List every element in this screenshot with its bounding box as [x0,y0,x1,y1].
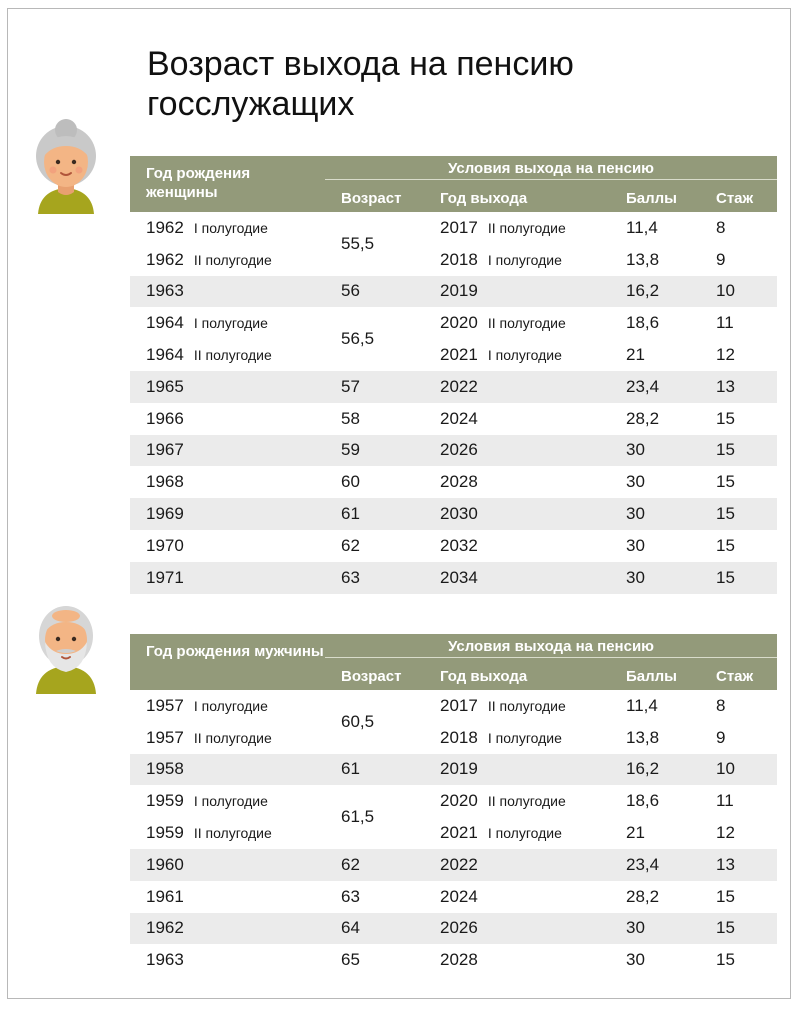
points-cell: 21 [626,823,645,843]
table-row [130,881,777,913]
birth-year-cell: 1959 II полугодие [146,823,272,843]
retire-year-cell: 2019 [424,276,610,308]
retire-year-cell-half: II полугодие [487,315,566,332]
grandmother-avatar-icon [30,116,102,214]
points-cell: 30 [610,562,700,594]
men-conditions-header: Условия выхода на пенсию [325,634,777,662]
retire-year-cell-half: I полугодие [487,825,562,842]
retire-year-cell: 2021 I полугодие [440,823,562,843]
points-cell: 30 [626,950,645,970]
women-birth-header: Год рождения женщины [130,156,325,212]
age-cell: 61 [325,498,424,530]
birth-year-cell-half: I полугодие [193,793,268,810]
age-cell: 61,5 [341,807,375,827]
age-cell: 64 [325,913,424,945]
birth-year-cell: 1962 II полугодие [146,249,272,269]
points-cell: 30 [626,535,645,555]
men-col-points: Баллы [610,662,700,690]
experience-cell: 15 [716,535,735,555]
birth-year-cell: 1958 [130,754,325,786]
age-cell: 63 [325,562,424,594]
birth-year-cell: 1969 [130,498,325,530]
birth-year-cell-half: II полугодие [193,729,272,746]
experience-cell: 10 [700,754,777,786]
experience-cell: 15 [700,913,777,945]
birth-year-cell: 1971 [130,562,325,594]
birth-year-cell: 1964 I полугодие [146,313,268,333]
retire-year-cell: 2017 II полугодие [440,217,566,237]
points-cell: 11,4 [626,217,658,237]
experience-cell: 10 [700,276,777,308]
experience-cell: 11 [716,313,734,333]
birth-year-cell-half: I полугодие [193,315,268,332]
retire-year-cell: 2034 [424,562,610,594]
birth-year-cell-half: II полугодие [193,347,272,364]
birth-year-cell-half: II полугодие [193,825,272,842]
retire-year-cell-half: II полугодие [487,219,566,236]
retire-year-cell: 2018 I полугодие [440,727,562,747]
points-cell: 18,6 [626,313,660,333]
experience-cell: 15 [700,435,777,467]
age-cell: 58 [341,408,360,428]
experience-cell: 15 [716,408,735,428]
table-row [130,498,777,530]
men-table-body [130,690,777,976]
experience-cell: 8 [716,217,726,237]
birth-year-cell: 1957 II полугодие [146,727,272,747]
age-cell: 61 [325,754,424,786]
birth-year-cell: 1970 [146,535,184,555]
retire-year-cell: 2024 [440,886,478,906]
birth-year-cell: 1962 I полугодие [146,217,268,237]
age-cell: 62 [325,849,424,881]
retire-year-cell: 2020 II полугодие [440,313,566,333]
women-col-exp: Стаж [700,184,777,212]
age-cell: 55,5 [341,233,375,253]
age-cell: 65 [341,950,360,970]
birth-year-cell: 1966 [146,408,184,428]
table-row [130,849,777,881]
points-cell: 21 [626,345,645,365]
points-cell: 28,2 [626,886,660,906]
age-cell: 56,5 [341,329,375,349]
points-cell: 13,8 [626,727,660,747]
women-col-age: Возраст [325,184,424,212]
points-cell: 16,2 [610,754,700,786]
birth-year-cell: 1967 [130,435,325,467]
table-row [130,339,777,371]
birth-year-cell-half: I полугодие [193,219,268,236]
age-cell: 59 [325,435,424,467]
points-cell: 16,2 [610,276,700,308]
retire-year-cell-half: II полугодие [487,697,566,714]
age-cell: 60,5 [341,711,375,731]
points-cell: 30 [610,913,700,945]
age-cell: 56 [325,276,424,308]
retire-year-cell: 2022 [424,849,610,881]
page-title: Возраст выхода на пенсию госслужащих [147,45,574,123]
points-cell: 30 [610,435,700,467]
age-cell: 57 [325,371,424,403]
table-row [130,817,777,849]
experience-cell: 8 [716,695,726,715]
points-cell: 23,4 [610,371,700,403]
women-table [130,156,777,594]
birth-year-cell-half: I полугодие [193,697,268,714]
retire-year-cell: 2021 I полугодие [440,345,562,365]
points-cell: 23,4 [610,849,700,881]
experience-cell: 9 [716,249,726,269]
retire-year-cell: 2030 [424,498,610,530]
retire-year-cell: 2032 [440,535,478,555]
table-row [130,754,777,786]
birth-year-cell: 1961 [146,886,184,906]
men-col-age: Возраст [325,662,424,690]
birth-year-cell: 1964 II полугодие [146,345,272,365]
men-col-exp: Стаж [700,662,777,690]
experience-cell: 11 [716,791,734,811]
points-cell: 30 [610,498,700,530]
retire-year-cell: 2020 II полугодие [440,791,566,811]
experience-cell: 13 [700,849,777,881]
retire-year-cell-half: I полугодие [487,251,562,268]
experience-cell: 15 [700,498,777,530]
women-conditions-header: Условия выхода на пенсию [325,156,777,184]
table-row [130,244,777,276]
points-cell: 30 [626,472,645,492]
grandfather-avatar-icon [30,596,102,694]
retire-year-cell: 2026 [424,913,610,945]
birth-year-cell: 1960 [130,849,325,881]
men-col-year: Год выхода [424,662,610,690]
table-row [130,530,777,562]
table-row [130,435,777,467]
points-cell: 11,4 [626,695,658,715]
women-table-body [130,212,777,594]
birth-year-cell: 1963 [130,276,325,308]
points-cell: 28,2 [626,408,660,428]
men-birth-header: Год рождения мужчины [130,634,325,690]
birth-year-cell: 1959 I полугодие [146,791,268,811]
table-row [130,944,777,976]
table-row [130,276,777,308]
retire-year-cell: 2028 [440,472,478,492]
table-row [130,403,777,435]
birth-year-cell: 1962 [130,913,325,945]
points-cell: 18,6 [626,791,660,811]
table-row [130,371,777,403]
retire-year-cell-half: I полугодие [487,729,562,746]
table-row [130,212,777,244]
retire-year-cell: 2018 I полугодие [440,249,562,269]
table-row [130,690,777,722]
table-row [130,307,777,339]
retire-year-cell: 2026 [424,435,610,467]
points-cell: 13,8 [626,249,660,269]
age-cell: 60 [341,472,360,492]
table-row [130,785,777,817]
men-table [130,634,777,976]
birth-year-cell-half: II полугодие [193,251,272,268]
age-cell: 63 [341,886,360,906]
experience-cell: 15 [716,950,735,970]
birth-year-cell: 1963 [146,950,184,970]
retire-year-cell-half: II полугодие [487,793,566,810]
women-col-points: Баллы [610,184,700,212]
retire-year-cell: 2028 [440,950,478,970]
retire-year-cell-half: I полугодие [487,347,562,364]
experience-cell: 15 [716,886,735,906]
table-row [130,913,777,945]
experience-cell: 12 [716,345,735,365]
table-row [130,722,777,754]
experience-cell: 12 [716,823,735,843]
table-row [130,466,777,498]
table-row [130,562,777,594]
experience-cell: 15 [700,562,777,594]
experience-cell: 9 [716,727,726,747]
birth-year-cell: 1957 I полугодие [146,695,268,715]
retire-year-cell: 2022 [424,371,610,403]
experience-cell: 15 [716,472,735,492]
retire-year-cell: 2017 II полугодие [440,695,566,715]
retire-year-cell: 2024 [440,408,478,428]
birth-year-cell: 1965 [130,371,325,403]
birth-year-cell: 1968 [146,472,184,492]
women-col-year: Год выхода [424,184,610,212]
retire-year-cell: 2019 [424,754,610,786]
age-cell: 62 [341,535,360,555]
experience-cell: 13 [700,371,777,403]
